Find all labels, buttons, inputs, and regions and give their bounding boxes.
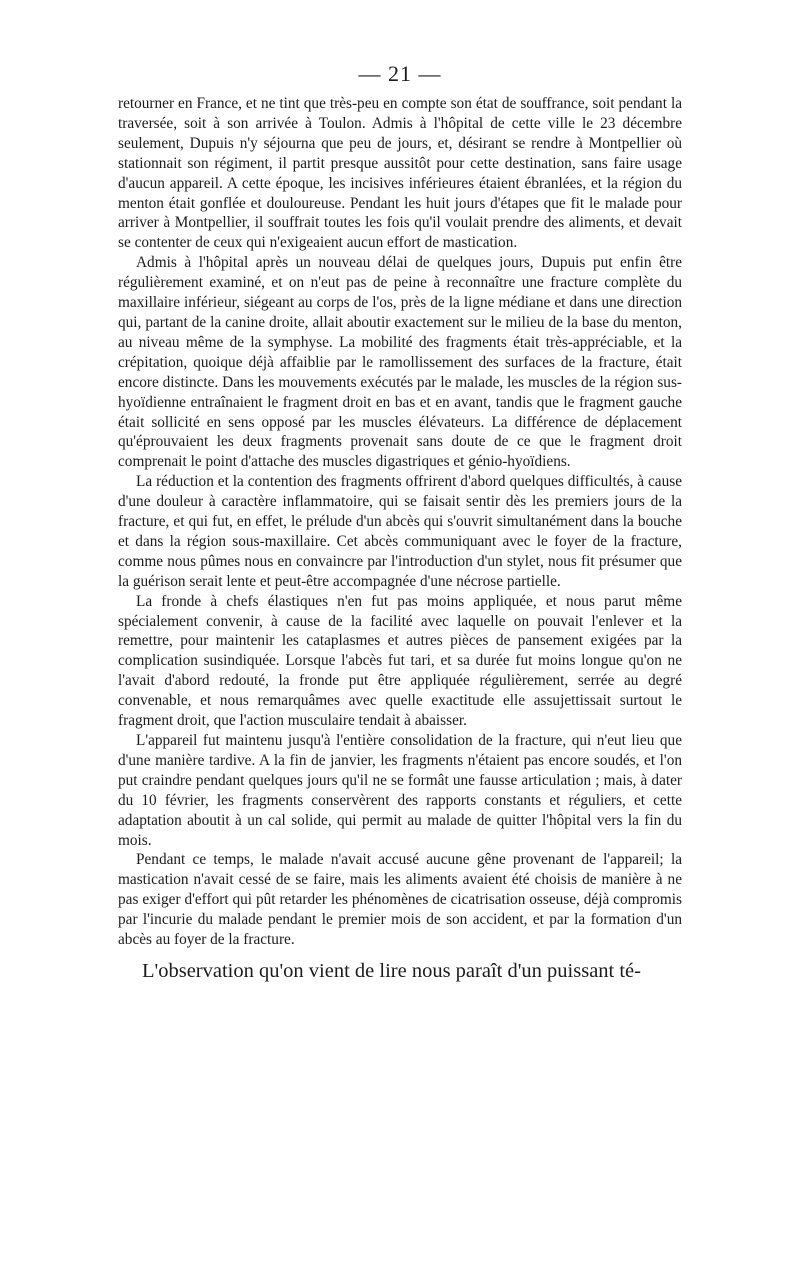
paragraph-1: retourner en France, et ne tint que très-peu en compte son état de souffrance, soit pendant la traversée, soit à son arrivée à Toulon. Admis à l'hôpital de cette ville le 23 décembre seulement, Dupuis n'y séjourna que peu de jours, et, désirant se rendre à Montpellier où stationnait son régiment, il partit presque aussitôt pour cette destination, sans faire usage d'aucun appareil. A cette époque, les incisives inférieures étaient ébranlées, et la région du menton était gonflée et douloureuse. Pendant les huit jours d'étapes que fit le malade pour arriver à Montpellier, il souffrait toutes les fois qu'il voulait prendre des aliments, et devait se contenter de ceux qui n'exigeaient aucun effort de mastication. [118, 95, 682, 252]
paragraph-7: L'observation qu'on vient de lire nous paraît d'un puissant té- [142, 959, 641, 982]
paragraph-5: L'appareil fut maintenu jusqu'à l'entière consolidation de la fracture, qui n'eut lieu que d'une manière tardive. A la fin de janvier, les fragments n'étaient pas encore soudés, et l'on put craindre pendant quelques jours qu'il ne se formât une fausse articulation ; mais, à dater du 10 février, les fragments conservèrent des rapports constants et réguliers, et cette adaptation aboutit à un cal solide, qui permit au malade de quitter l'hôpital vers la fin du mois. [118, 732, 682, 849]
book-page [118, 62, 682, 985]
paragraph-2: Admis à l'hôpital après un nouveau délai de quelques jours, Dupuis put enfin être régulièrement examiné, et on n'eut pas de peine à reconnaître une fracture complète du maxillaire inférieur, siégeant au corps de l'os, près de la ligne médiane et dans une direction qui, partant de la canine droite, allait aboutir exactement sur le milieu de la base du menton, au niveau même de la symphyse. La mobilité des fragments était très-appréciable, et la crépitation, quoique déjà affaiblie par le ramollissement des surfaces de la fracture, était encore distincte. Dans les mouvements exécutés par le malade, les muscles de la région sus-hyoïdienne entraînaient le fragment droit en bas et en avant, tandis que le fragment gauche était sollicité en sens opposé par les muscles élévateurs. La différence de déplacement qu'éprouvaient les deux fragments provenait sans doute de ce que le fragment droit comprenait le point d'attache des muscles digastriques et génio-hyoïdiens. [118, 254, 682, 471]
paragraph-4: La fronde à chefs élastiques n'en fut pas moins appliquée, et nous parut même spécialement convenir, à cause de la facilité avec laquelle on pouvait l'enlever et la remettre, pour maintenir les cataplasmes et autres pièces de pansement exigées par la complication susindiquée. Lorsque l'abcès fut tari, et sa durée fut moins longue qu'on ne l'avait d'abord redouté, la fronde put être appliquée régulièrement, serrée au degré convenable, et nous remarquâmes avec quelle exactitude elle assujettissait surtout le fragment droit, que l'action musculaire tendait à abaisser. [118, 592, 682, 730]
paragraph-3: La réduction et la contention des fragments offrirent d'abord quelques difficultés, à cause d'une douleur à caractère inflammatoire, qui se faisait sentir dès les premiers jours de la fracture, et qui fut, en effet, le prélude d'un abcès qui s'ouvrit simultanément dans la bouche et dans la région sous-maxillaire. Cet abcès communiquant avec le foyer de la fracture, comme nous pûmes nous en convaincre par l'introduction d'un stylet, nous fit présumer que la guérison serait lente et peut-être accompagnée d'une nécrose partielle. [118, 473, 682, 590]
page-number: — 21 — [358, 61, 442, 86]
paragraph-6: Pendant ce temps, le malade n'avait accusé aucune gêne provenant de l'appareil; la mastication n'avait cessé de se faire, mais les aliments avaient été choisis de manière à ne pas exiger d'effort qui pût retarder les phénomènes de cicatrisation osseuse, déjà compromis par l'incurie du malade pendant le premier mois de son accident, et par la formation d'un abcès au foyer de la fracture. [118, 851, 682, 949]
